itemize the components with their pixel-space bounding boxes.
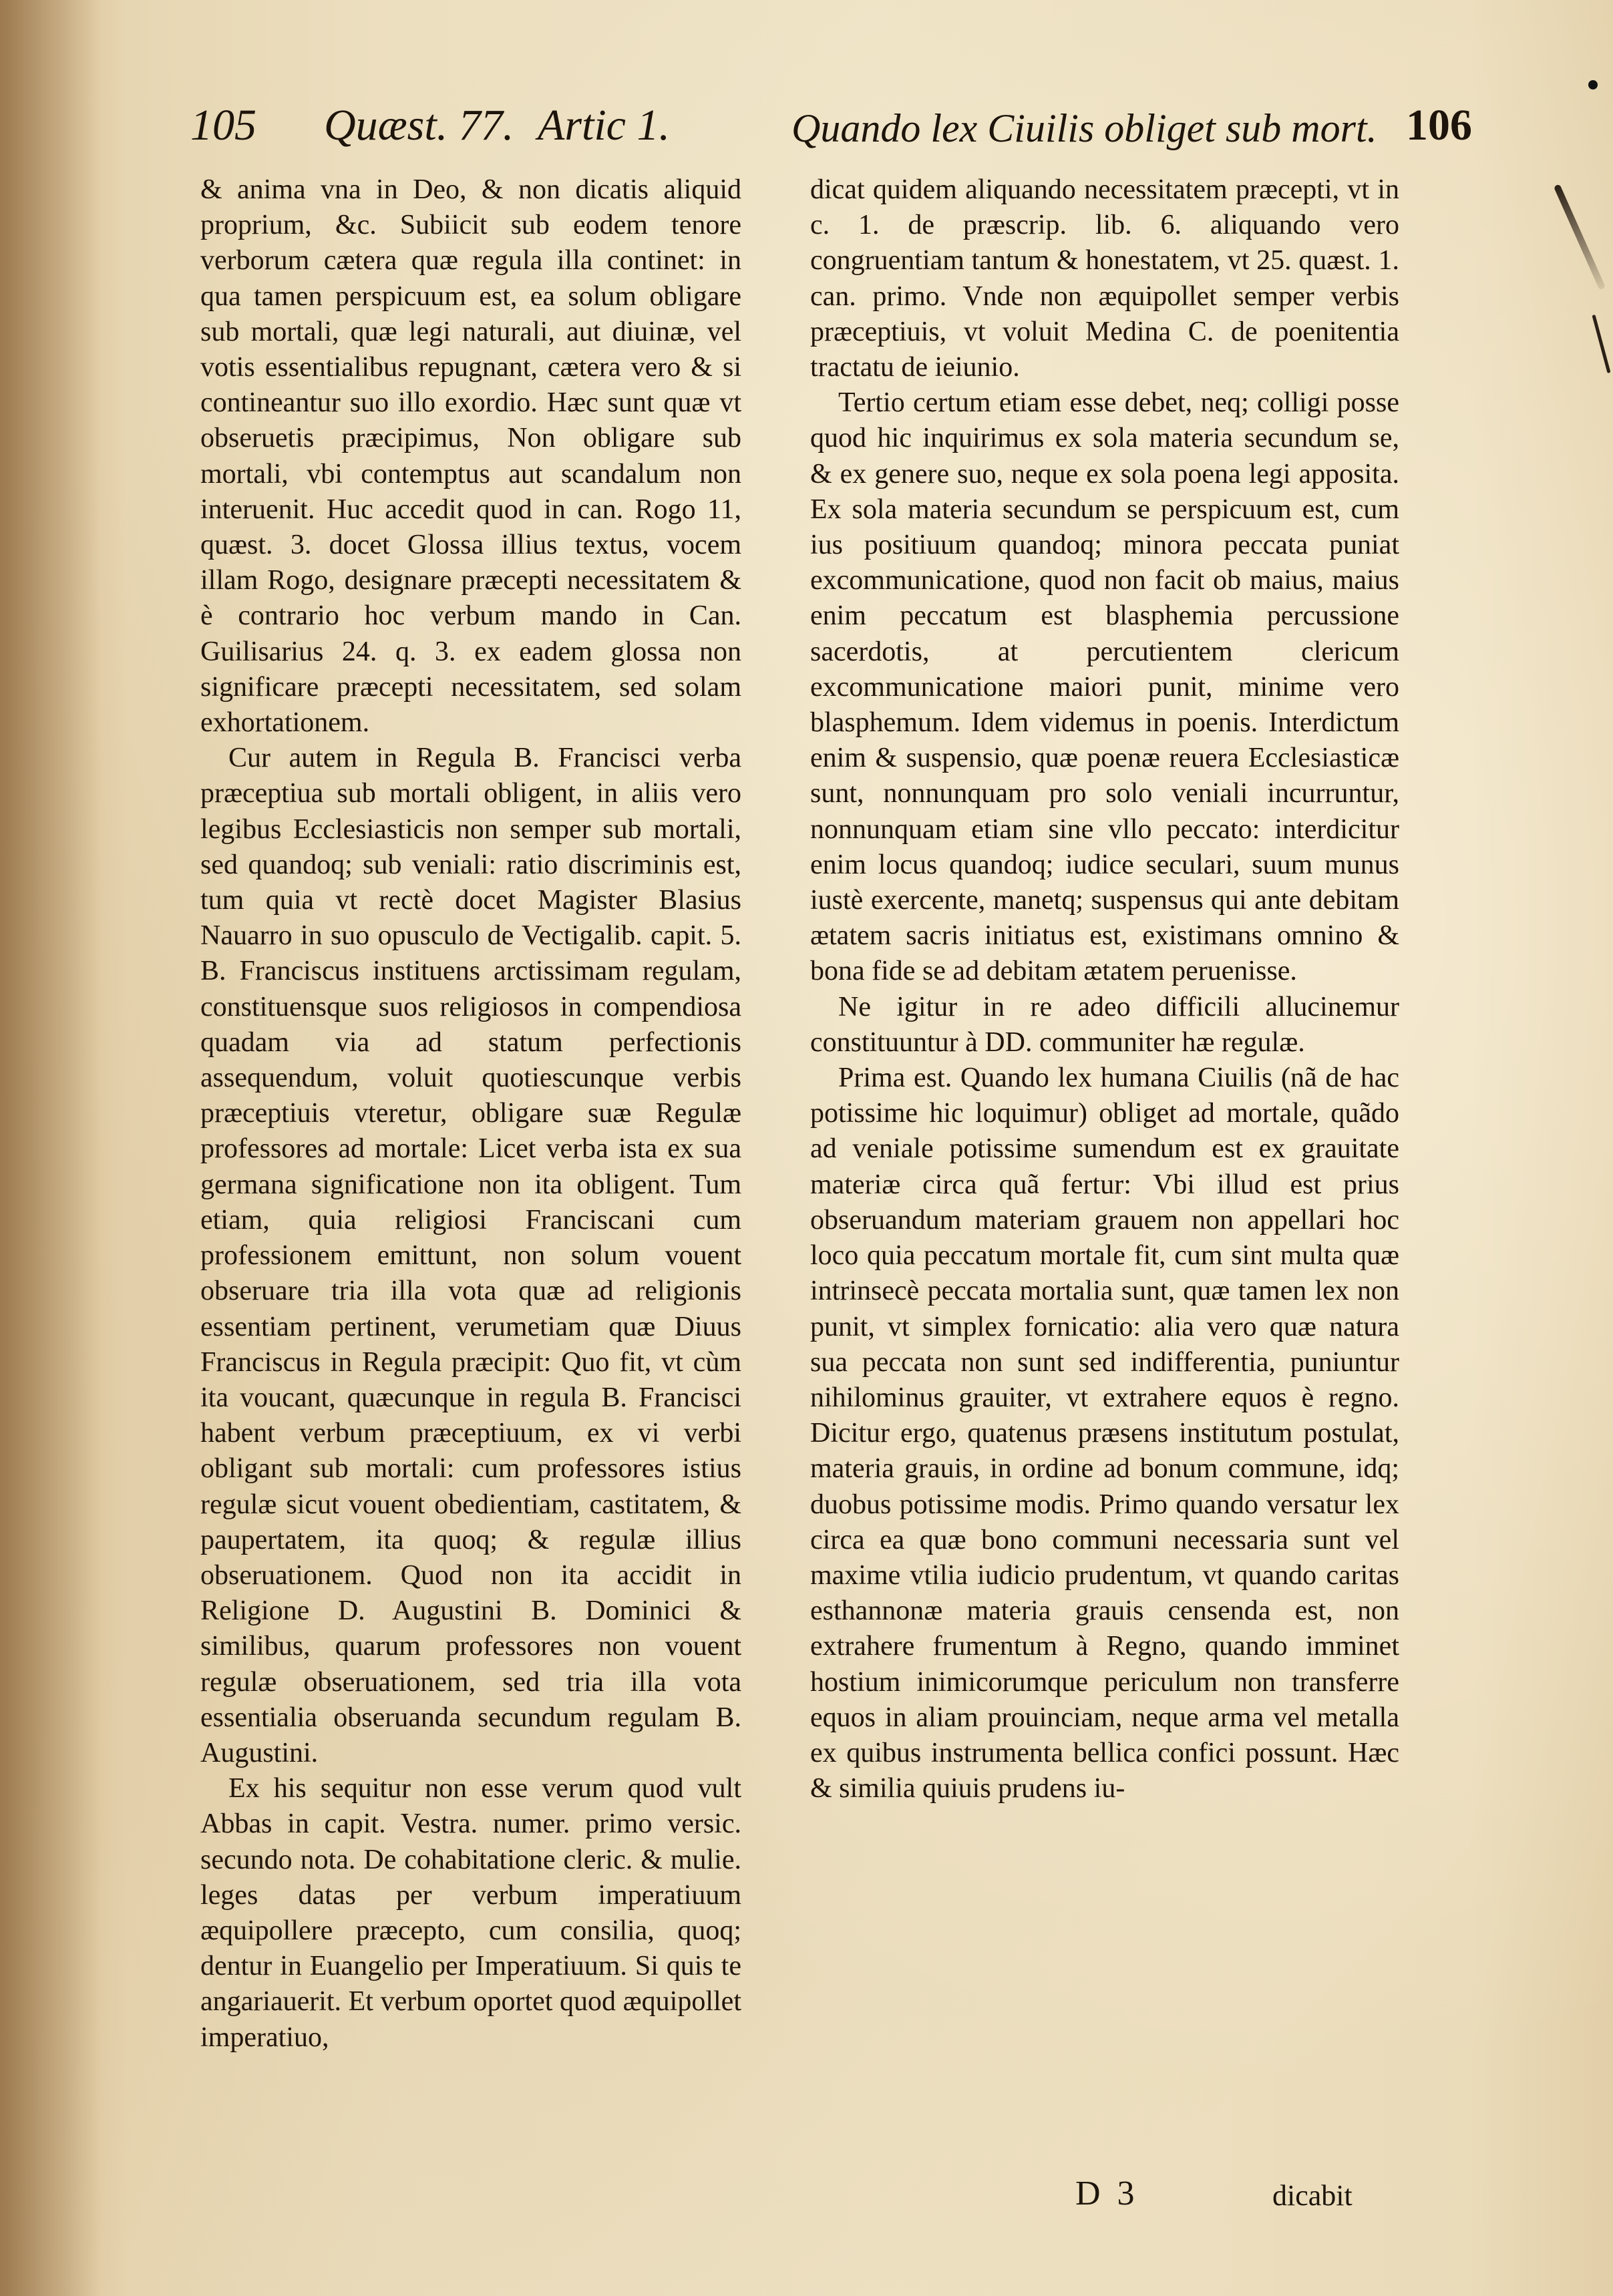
margin-ink-stroke-small — [1592, 315, 1610, 373]
running-header — [190, 100, 1483, 174]
right-running-title: Quando lex Ciuilis obliget sub mort. — [791, 106, 1377, 150]
left-article-label: Artic 1. — [538, 101, 670, 150]
right-text-column — [810, 172, 1399, 1806]
gutter-shadow — [0, 0, 100, 2296]
left-paragraph-3: Ex his sequitur non esse verum quod vult Abbas in capit. Vestra. numer. primo versic. secundo nota. De cohabitatione cleric. & mulie. leges datas per verbum imperatiuum æquipollere præcepto, cum consilia, quoq; dentur in Euangelio per Imperatiuum. Si quis te angariauerit. Et verbum oportet quod æquipollet imperatiuo, — [200, 1773, 741, 2053]
left-paragraph-2: Cur autem in Regula B. Francisci verba præceptiua sub mortali obligent, in aliis vero legibus Ecclesiasticis non semper sub mortali, sed quandoq; sub veniali: ratio discriminis est, tum quia vt rectè docet Magister Blasius Nauarro in suo opusculo de Vectigalib. capit. 5. B. Franciscus instituens arctissimam regulam, constituensque suos religiosos in compendiosa quadam via ad statum perfectionis assequendum, voluit quotiescunque verbis præceptiuis vteretur, obligare suæ Regulæ professores ad mortale: Licet verba ista ex sua germana significatione non ita obligent. Tum etiam, quia religiosi Franciscani cum professionem emittunt, non solum vouent obseruare tria illa vota quæ ad religionis essentiam pertinent, verumetiam quæ Diuus Franciscus in Regula præcipit: Quo fit, vt cùm ita voucant, quæcunque in regula B. Francisci habent verbum præceptiuum, ex vi verbi obligant sub mortali: cum professores istius regulæ sicut vouent obedientiam, castitatem, & paupertatem, ita quoq; & regulæ illius obseruationem. Quod non ita accidit in Religione D. Augustini B. Dominici & similibus, quarum professores non vouent regulæ obseruationem, sed tria illa vota essentialia obseruanda secundum regulam B. Augustini. — [200, 743, 741, 1768]
left-page-number: 105 — [190, 101, 256, 150]
left-running-title: Quæst. 77. — [324, 101, 514, 150]
right-paragraph-2: Tertio certum etiam esse debet, neq; colligi posse quod hic inquirimus ex sola materia secundum se, & ex genere suo, neque ex sola poena legi apposita. Ex sola materia secundum se perspicuum est, cum ius positiuum quandoq; minora peccata puniat excommunicatione, quod non facit ob maius, maius enim peccatum est blasphemia percussione sacerdotis, at percutientem clericum excommunicatione maiori punit, minime vero blasphemum. Idem videmus in poenis. Interdictum enim & suspensio, quæ poenæ reuera Ecclesiasticæ sunt, nonnunquam pro solo veniali incurruntur, nonnunquam etiam sine vllo peccato: interdicitur enim locus quandoq; iudice seculari, suum munus iustè exercente, manetq; suspensus qui ante debitam ætatem sacris initiatus est, existimans omnino & bona fide se ad debitam ætatem peruenisse. — [810, 387, 1399, 987]
margin-ink-stroke — [1554, 184, 1606, 290]
left-text-column — [200, 172, 741, 2056]
catchword: dicabit — [1272, 2179, 1353, 2212]
ink-spot — [1588, 80, 1598, 89]
right-paragraph-1: dicat quidem aliquando necessitatem præcepti, vt in c. 1. de præscrip. lib. 6. aliquando vero congruentiam tantum & honestatem, vt 25. quæst. 1. can. primo. Vnde non æquipollet semper verbis præceptiuis, vt voluit Medina C. de poenitentia tractatu de ieiunio. — [810, 174, 1399, 383]
right-paragraph-3: Ne igitur in re adeo difficili allucinemur constituuntur à DD. communiter hæ regulæ. — [810, 991, 1399, 1058]
right-paragraph-4: Prima est. Quando lex humana Ciuilis (nã de hac potissime hic loquimur) obliget ad mortale, quãdo ad veniale potissime sumendum est ex grauitate materiæ circa quã fertur: Vbi illud est prius obseruandum materiam grauem non appellari hoc loco quia peccatum mortale fit, cum sint multa quæ intrinsecè peccata mortalia sunt, quæ tamen lex non punit, vt simplex fornicatio: alia vero quæ natura sua peccata non sunt sed indifferentia, puniuntur nihilominus grauiter, vt extrahere equos è regno. Dicitur ergo, quatenus præsens institutum postulat, materia grauis, in ordine ad bonum commune, idq; duobus potissime modis. Primo quando versatur lex circa ea quæ bono communi necessaria sunt vel maxime vtilia iudicio prudentum, vt quando caritas esthannonæ materia grauis censenda est, non extrahere frumentum à Regno, quando imminet hostium inimicorumque periculum non transferre equos in aliam prouinciam, neque arma vel metalla ex quibus instrumenta bellica confici possunt. Hæc & similia quiuis prudens iu- — [810, 1063, 1399, 1804]
left-paragraph-1: & anima vna in Deo, & non dicatis aliquid proprium, &c. Subiicit sub eodem tenore verborum cætera quæ regula illa continet: in qua tamen perspicuum est, ea solum obligare sub mortali, quæ legi naturali, aut diuinæ, vel votis essentialibus repugnant, cætera vero & si contineantur suo illo exordio. Hæc sunt quæ vt obseruetis præcipimus, Non obligare sub mortali, vbi contemptus aut scandalum non interuenit. Huc accedit quod in can. Rogo 11, quæst. 3. docet Glossa illius textus, vocem illam Rogo, designare præcepti necessitatem & è contrario hoc verbum mando in Can. Guilisarius 24. q. 3. ex eadem glossa non significare præcepti necessitatem, sed solam exhortationem. — [200, 174, 741, 739]
right-page-number: 106 — [1406, 101, 1472, 150]
signature-mark: D 3 — [1075, 2174, 1139, 2213]
